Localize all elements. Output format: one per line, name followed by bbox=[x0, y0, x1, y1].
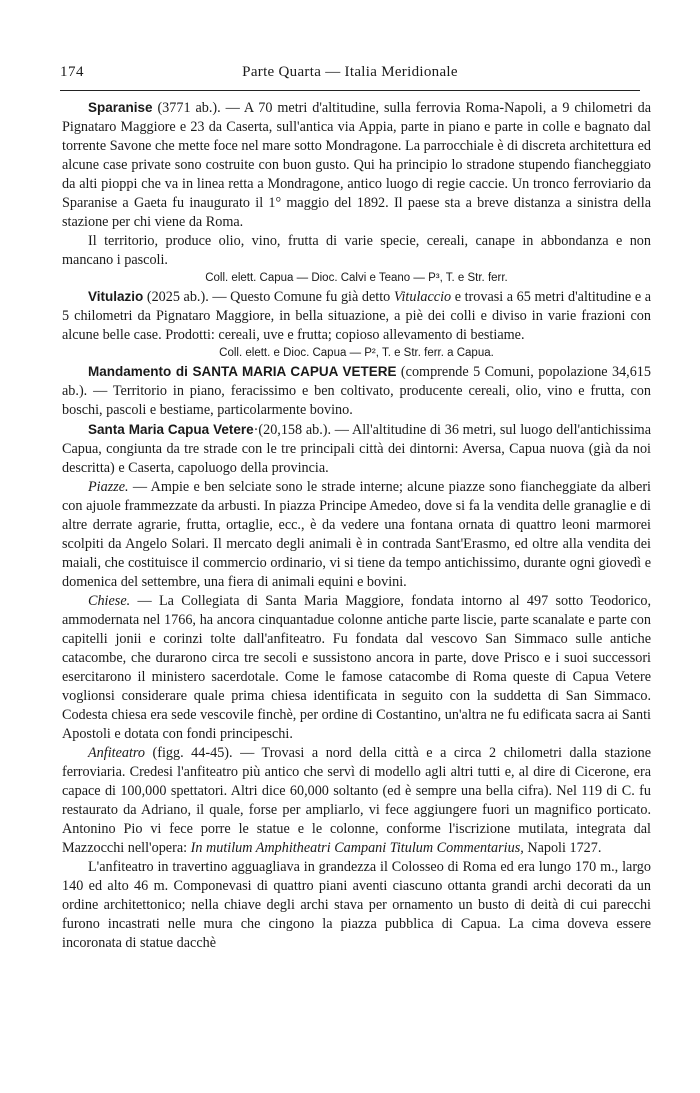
page-header bbox=[60, 64, 640, 86]
page-body bbox=[62, 98, 651, 953]
mandamento-paragraph: Mandamento di SANTA MARIA CAPUA VETERE (comprende 5 Comuni, popolazione 34,615 ab.). — Territorio in piano, feracissimo e ben coltivato, producente cereali, olio, vino e frutta, con boschi, pascoli e bestiame, particolarmente bovino. bbox=[62, 364, 651, 418]
piazze-paragraph: Piazze. — Ampie e ben selciate sono le strade interne; alcune piazze sono fiancheggiate da alberi con ajuole frammezzate da arbusti. In piazza Principe Amedeo, dove si fa la vendita delle granaglie e di altre derrate agrarie, frutta, ortaglie, ecc., è da vedere una fontana ornata di quattro leoni marmorei scolpiti da Angelo Solari. Il mercato degli animali è in contrada Sant'Erasmo, ed oltre alla vendita dei maiali, che costituisce il commercio ordinario, vi si tiene da tempo antichissimo, durante ogni giovedì e domenica del settembre, una fiera di animali equini e bovini. bbox=[62, 479, 651, 590]
vitulazio-paragraph: Vitulazio (2025 ab.). — Questo Comune fu già detto Vitulaccio e trovasi a 65 metri d'altitudine e a 5 chilometri da Pignataro Maggiore, in bella situazione, a piè dei colli e diviso in varie frazioni con alcune belle case. Prodotti: cereali, uve e frutta; copioso allevamento di bestiame. bbox=[62, 289, 651, 343]
running-title: Parte Quarta — Italia Meridionale bbox=[242, 64, 458, 80]
mandamento-heading: Mandamento di SANTA MARIA CAPUA VETERE bbox=[88, 364, 397, 379]
header-rule bbox=[60, 90, 640, 91]
sparanise-heading: Sparanise bbox=[88, 100, 153, 115]
santa-maria-heading: Santa Maria Capua Vetere bbox=[88, 422, 254, 437]
page-number: 174 bbox=[60, 64, 84, 80]
mazzocchi-work-title: In mutilum Amphitheatri Campani Titulum Commentarius, bbox=[190, 840, 524, 856]
anfiteatro-description: L'anfiteatro in travertino agguagliava in grandezza il Colosseo di Roma ed era lungo 170 m., largo 140 ed alto 46 m. Componevasi di quattro piani aventi ciascuno ottanta grandi archi decorati da un ordine architettonico; nella chiave degli archi stava per ornamento un busto di deità di cui parecchi furono incastrati nelle mura che cingono la piazza pubblica di Capua. La cima doveva essere incoronata di statue dacchè bbox=[62, 859, 651, 951]
anfiteatro-heading: Anfiteatro bbox=[88, 745, 146, 761]
santa-maria-paragraph: Santa Maria Capua Vetere·(20,158 ab.). — All'altitudine di 36 metri, sul luogo dell'antichissima Capua, congiunta da tre strade con le tre principali città dei dintorni: Aversa, Capua nuova (già da noi descritta) e Caserta, capoluogo della provincia. bbox=[62, 422, 651, 476]
sparanise-paragraph: Sparanise (3771 ab.). — A 70 metri d'altitudine, sulla ferrovia Roma-Napoli, a 9 chilometri da Pignataro Maggiore e 23 da Caserta, sull'antica via Appia, parte in piano e parte in colle e bagnato dal torrente Savone che mette foce nel mare sotto Mondragone. La parrocchiale è di discreta architettura ed alcune case private sono costruite con buon gusto. Qui ha principio lo stradone stupendo fiancheggiato da alti pioppi che va in linea retta a Mondragone, antico luogo di regie caccie. Un tronco ferroviario da Sparanise a Gaeta fu inaugurato il 1° maggio del 1892. Il paese sta a breve distanza a sinistra della stazione per chi viene da Roma. bbox=[62, 100, 651, 230]
vitulazio-reference: Coll. elett. e Dioc. Capua — P², T. e Str. ferr. a Capua. bbox=[219, 347, 494, 359]
vitulazio-heading: Vitulazio bbox=[88, 289, 144, 304]
sparanise-territory: Il territorio, produce olio, vino, frutta di varie specie, cereali, canape in abbondanza e non mancano i pascoli. bbox=[62, 233, 651, 268]
sparanise-reference: Coll. elett. Capua — Dioc. Calvi e Teano — P³, T. e Str. ferr. bbox=[205, 272, 508, 284]
chiese-paragraph: Chiese. — La Collegiata di Santa Maria Maggiore, fondata intorno al 497 sotto Teodorico, ammodernata nel 1766, ha ancora cinquantadue colonne antiche parte liscie, parte scanalate e parte con capitelli jonii e corinzi tolte dall'anfiteatro. Fu fondata dal vescovo San Simmaco sulle antiche catacombe, che durarono circa tre secoli e sussistono ancora in parte, dove Prisco e i suoi successori esercitarono il ministero sacerdotale. Come le famose catacombe di Roma queste di Capua Vetere voglionsi considerare quale prima chiesa identificata in seguito con la suddetta di San Simmaco. Codesta chiesa era sede vescovile finchè, per ordine di Costantino, un'altra ne fu edificata sacra ai Santi Apostoli e dotata con fondi principeschi. bbox=[62, 593, 651, 742]
chiese-heading: Chiese. bbox=[88, 593, 131, 609]
piazze-heading: Piazze. bbox=[88, 479, 129, 495]
anfiteatro-paragraph: Anfiteatro (figg. 44-45). — Trovasi a nord della città e a circa 2 chilometri dalla stazione ferroviaria. Credesi l'anfiteatro più antico che servì di modello agli altri tutti e, al dire di Cicerone, era capace di 100,000 spettatori. Altri dice 60,000 soltanto (ed è sempre una bella cifra). Nel 119 di C. fu restaurato da Adriano, il quale, forse per ampliarlo, vi fece aggiungere fuori un magnifico porticato. Antonino Pio vi fece porre le statue e le colonne, conforme l'iscrizione mutilata, integrata dal Mazzocchi nell'opera: In mutilum Amphitheatri Campani Titulum Commentarius, Napoli 1727. bbox=[62, 745, 651, 856]
